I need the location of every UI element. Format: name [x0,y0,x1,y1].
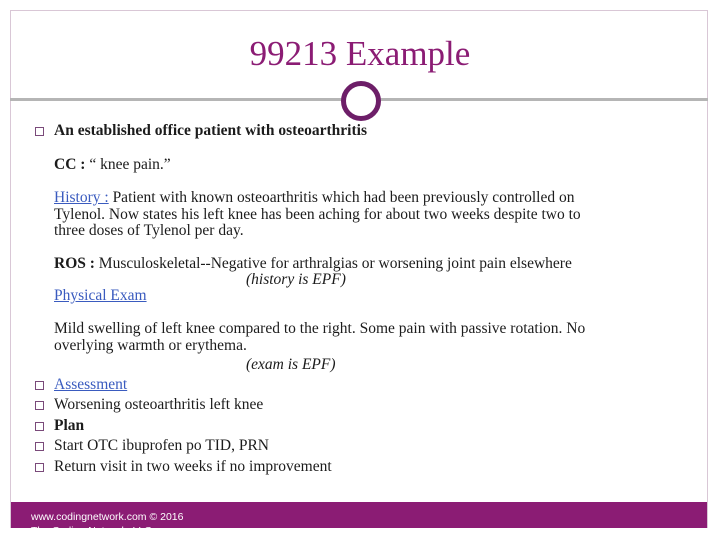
plan-heading: Plan [54,417,85,434]
bullet-item: Worsening osteoarthritis left knee [54,396,264,413]
cc-text: “ knee pain.” [89,156,171,173]
history-link[interactable]: History : [54,189,109,206]
history-line-2: Tylenol. Now states his left knee has been aching for about two weeks despite two to [54,206,581,223]
chief-complaint [54,156,171,173]
footer-text [31,510,183,538]
divider-circle-ornament [341,81,381,121]
footer-copyright: www.codingnetwork.com © 2016 [31,511,184,523]
bullet-square-icon [35,463,44,472]
history-note: (history is EPF) [246,271,346,288]
slide-footer [11,502,707,537]
ros-line [54,255,572,272]
exam-note: (exam is EPF) [246,356,336,373]
bullet-square-icon [35,401,44,410]
bullet-square-icon [35,381,44,390]
exam-line-2: overlying warmth or erythema. [54,337,247,354]
physical-exam-link[interactable]: Physical Exam [54,287,147,304]
history-line-1 [54,189,574,206]
history-text-1: Patient with known osteoarthritis which had been previously controlled on [108,189,575,206]
bullet-square-icon [35,442,44,451]
ros-text: Musculoskeletal--Negative for arthralgias or worsening joint pain elsewhere [94,255,572,272]
footer-company: The Coding Network, LLC [31,525,152,537]
bullet-item: Return visit in two weeks if no improvement [54,458,332,475]
history-line-3: three doses of Tylenol per day. [54,222,244,239]
exam-line-1: Mild swelling of left knee compared to the right. Some pain with passive rotation. No [54,320,586,337]
cc-label: CC : [54,156,86,173]
bullet-square-icon [35,422,44,431]
bullet-square-icon [35,127,44,136]
intro-text: An established office patient with osteoarthritis [54,122,367,139]
slide-title: 99213 Example [249,34,471,73]
ros-label: ROS : [54,255,95,272]
assessment-link[interactable]: Assessment [54,376,128,393]
bullet-item: Start OTC ibuprofen po TID, PRN [54,437,269,454]
